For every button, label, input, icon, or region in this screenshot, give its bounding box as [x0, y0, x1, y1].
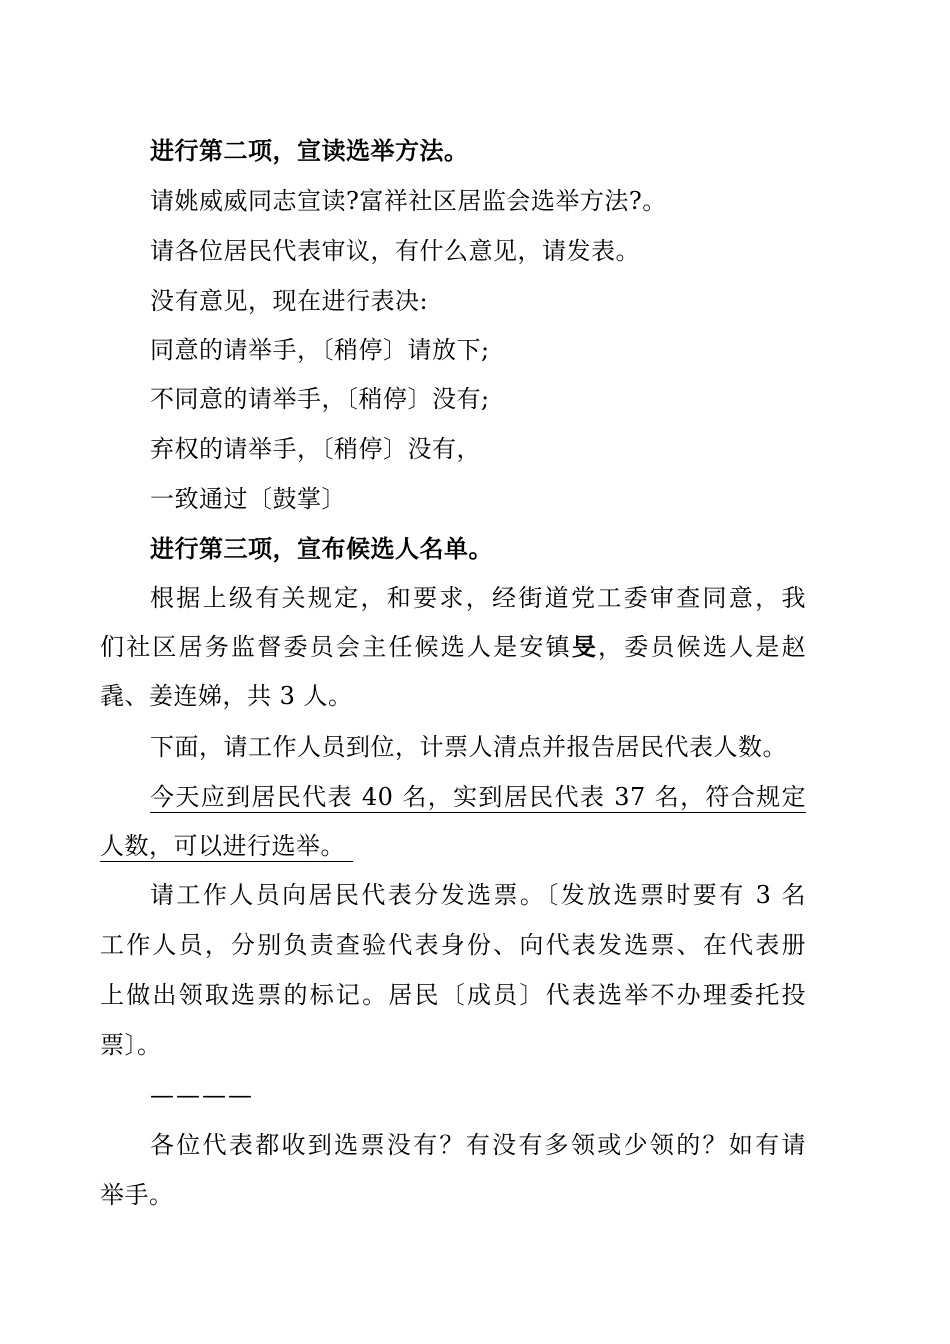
paragraph-1-line-2: [100, 632, 806, 662]
paragraph-4-line-3: 上做出领取选票的标记。居民〔成员〕代表选举不办理委托投: [100, 981, 806, 1009]
paragraph-3-line-2: [100, 831, 353, 861]
paragraph-1-line-3: 毳、姜连娣，共 3 人。: [100, 682, 353, 710]
paragraph-1-line-2a: 们社区居务监督委员会主任候选人是安镇: [100, 633, 572, 661]
paragraph-3-line-1-text: 今天应到居民代表 40 名，实到居民代表 37 名，符合规定: [150, 783, 806, 811]
section-2-line-7: 一致通过〔鼓掌〕: [150, 485, 346, 513]
section-2-line-2: 请各位居民代表审议，有什么意见，请发表。: [150, 237, 640, 265]
separator-dashes: ————: [150, 1081, 254, 1109]
section-2-heading: 进行第二项，宣读选举方法。: [150, 137, 469, 165]
section-2-line-5: 不同意的请举手，〔稍停〕没有;: [150, 385, 490, 413]
paragraph-3-line-1: [150, 782, 806, 812]
section-3-heading: 进行第三项，宣布候选人名单。: [150, 535, 493, 563]
section-2-line-6: 弃权的请举手，〔稍停〕没有，: [150, 435, 481, 463]
paragraph-5-line-2: 举手。: [100, 1181, 174, 1209]
paragraph-5-line-1: 各位代表都收到选票没有？有没有多领或少领的？如有请: [150, 1131, 806, 1159]
paragraph-1-line-1: 根据上级有关规定，和要求，经街道党工委审查同意，我: [150, 584, 806, 612]
section-2-line-1: 请姚威威同志宣读?富祥社区居监会选举方法?。: [150, 187, 667, 215]
paragraph-4-line-1: 请工作人员向居民代表分发选票。〔发放选票时要有 3 名: [150, 881, 806, 909]
section-2-line-4: 同意的请举手，〔稍停〕请放下;: [150, 336, 490, 364]
section-2-line-3: 没有意见，现在进行表决:: [150, 287, 429, 315]
paragraph-3-line-2-text: 人数，可以进行选举。: [100, 832, 345, 860]
paragraph-4-line-2: 工作人员，分别负责查验代表身份、向代表发选票、在代表册: [100, 931, 806, 959]
paragraph-2: 下面，请工作人员到位，计票人清点并报告居民代表人数。: [150, 733, 787, 761]
paragraph-4-line-4: 票〕。: [100, 1031, 162, 1059]
paragraph-1-line-2c: ，委员候选人是赵: [598, 633, 807, 661]
candidate-name-char: 旻: [571, 632, 599, 661]
